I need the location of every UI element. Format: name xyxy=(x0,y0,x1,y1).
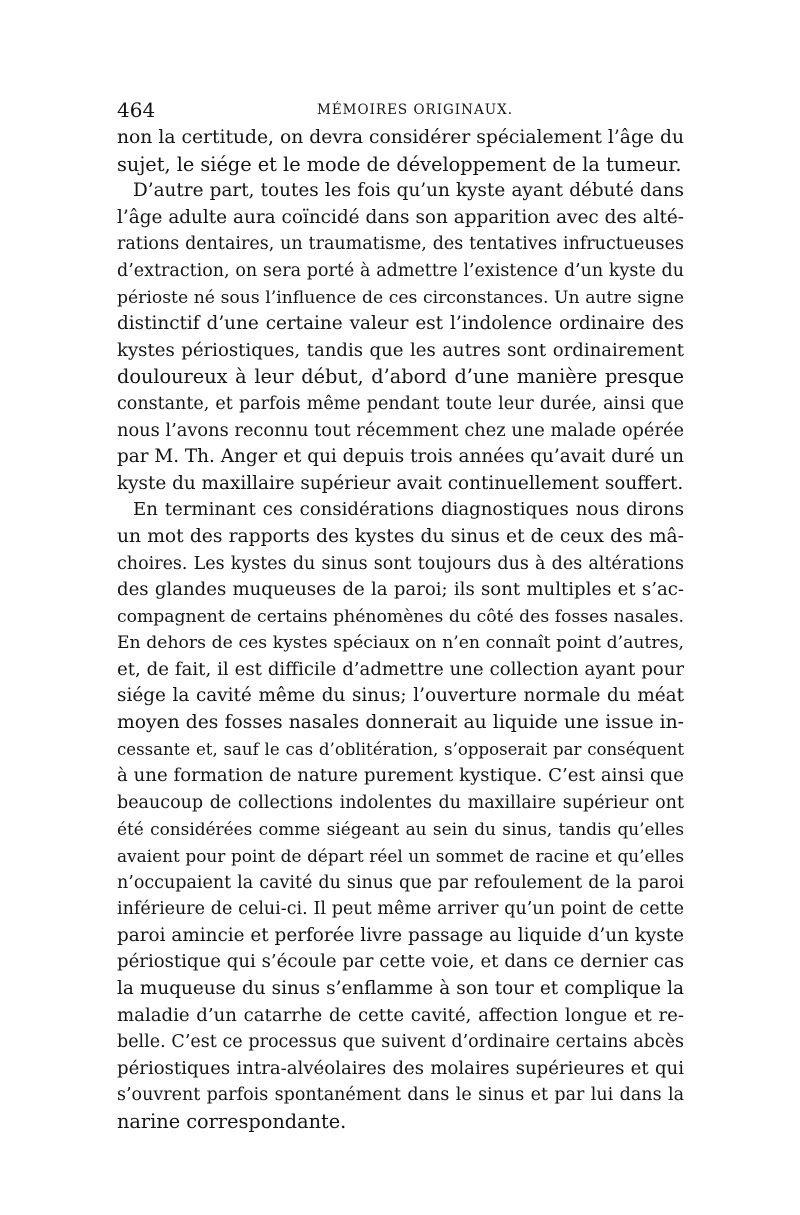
text-line: moyen des fosses nasales donnerait au liquide une issue in- xyxy=(117,712,684,734)
text-line: beaucoup de collections indolentes du maxillaire supérieur ont xyxy=(117,792,684,813)
text-line: cessante et, sauf le cas d’oblitération, s’opposerait par conséquent xyxy=(117,739,684,759)
text-line: douloureux à leur début, d’abord d’une manière presque xyxy=(117,365,684,389)
text-line: périostique qui s’écoule par cette voie, et dans ce dernier cas xyxy=(117,951,684,973)
text-line: En terminant ces considérations diagnostiques nous dirons xyxy=(133,499,684,521)
text-line: En dehors de ces kystes spéciaux on n’en connaît point d’autres, xyxy=(117,633,684,654)
text-line: compagnent de certains phénomènes du côté des fosses nasales. xyxy=(117,606,684,627)
text-line: nous l’avons reconnu tout récemment chez une malade opérée xyxy=(117,419,684,441)
running-title: MÉMOIRES ORIGINAUX. xyxy=(317,102,513,118)
text-line: inférieure de celui-ci. Il peut même arriver qu’un point de cette xyxy=(117,899,684,920)
text-line: été considérées comme siégeant au sein du sinus, tandis qu’elles xyxy=(117,819,684,840)
text-line: n’occupaient la cavité du sinus que par refoulement de la paroi xyxy=(117,872,684,893)
text-line: constante, et parfois même pendant toute leur durée, ainsi que xyxy=(117,393,684,414)
text-line: s’ouvrent parfois spontanément dans le sinus et par lui dans la xyxy=(117,1085,684,1106)
text-line: kystes périostiques, tandis que les autres sont ordinairement xyxy=(117,339,684,361)
text-line: D’autre part, toutes les fois qu’un kyste ayant débuté dans xyxy=(133,180,684,202)
body-text xyxy=(117,125,684,1136)
text-line: périostiques intra-alvéolaires des molaires supérieures et qui xyxy=(117,1057,684,1079)
text-line: non la certitude, on devra considérer spécialement l’âge du xyxy=(117,127,684,148)
text-line: périoste né sous l’influence de ces circonstances. Un autre signe xyxy=(117,287,684,308)
text-line: kyste du maxillaire supérieur avait continuellement souffert. xyxy=(117,472,684,494)
text-line: et, de fait, il est difficile d’admettre une collection ayant pour xyxy=(117,658,684,680)
text-line: siége la cavité même du sinus; l’ouverture normale du méat xyxy=(117,685,684,707)
text-line: sujet, le siége et le mode de développement de la tumeur. xyxy=(117,152,682,176)
page-number: 464 xyxy=(117,98,156,122)
text-line: par M. Th. Anger et qui depuis trois années qu’avait duré un xyxy=(117,446,684,468)
text-line: paroi amincie et perforée livre passage au liquide d’un kyste xyxy=(117,924,684,946)
text-line: un mot des rapports des kystes du sinus et de ceux des mâ- xyxy=(117,525,684,547)
text-line: la muqueuse du sinus s’enflamme à son tour et complique la xyxy=(117,978,684,999)
text-line: des glandes muqueuses de la paroi; ils sont multiples et s’ac- xyxy=(117,579,684,601)
text-line: choires. Les kystes du sinus sont toujours dus à des altérations xyxy=(117,553,684,574)
text-line: avaient pour point de départ réel un sommet de racine et qu’elles xyxy=(117,846,684,867)
text-line: narine correspondante. xyxy=(117,1109,347,1133)
text-line: à une formation de nature purement kystique. C’est ainsi que xyxy=(117,765,684,787)
text-line: belle. C’est ce processus que suivent d’ordinaire certains abcès xyxy=(117,1032,684,1053)
text-line: l’âge adulte aura coïncidé dans son apparition avec des alté- xyxy=(117,206,684,228)
text-line: maladie d’un catarrhe de cette cavité, affection longue et re- xyxy=(117,1004,684,1026)
text-line: distinctif d’une certaine valeur est l’indolence ordinaire des xyxy=(117,313,684,335)
text-line: rations dentaires, un traumatisme, des tentatives infructueuses xyxy=(117,234,684,255)
text-line: d’extraction, on sera porté à admettre l’existence d’un kyste du xyxy=(117,260,684,281)
page-header xyxy=(117,98,684,124)
